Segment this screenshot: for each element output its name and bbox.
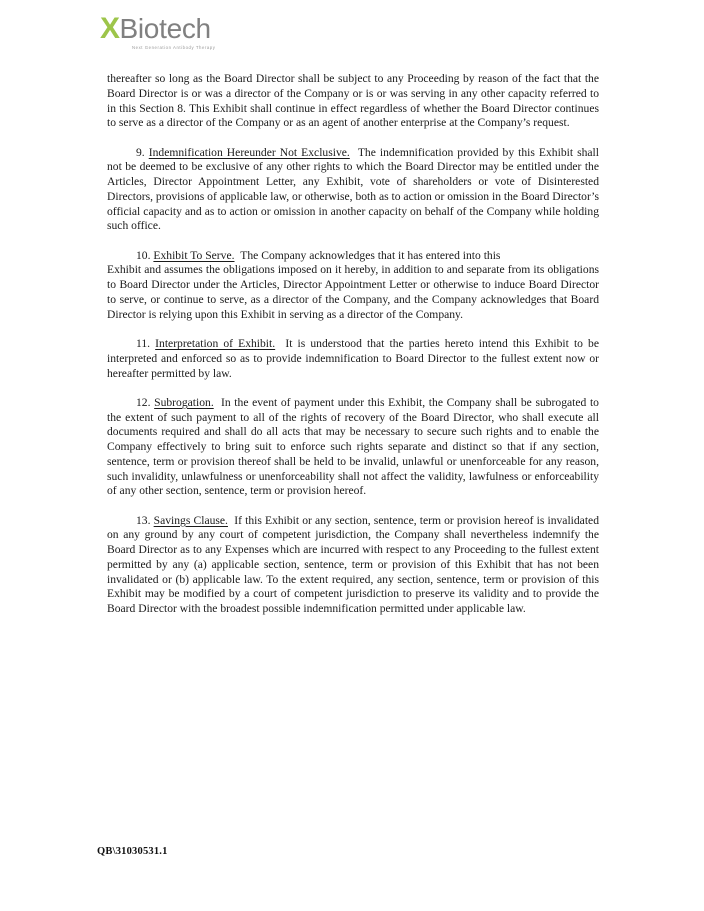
section-heading: Interpretation of Exhibit. <box>155 337 276 351</box>
section-number: 11. <box>136 337 151 351</box>
paragraph-text: It is understood that the parties hereto intend this Exhibit to be interpreted and enforced so as to provide indemnification to Board Director to the fullest extent now or hereafter permitted by law. <box>107 337 600 380</box>
paragraph-text: In the event of payment under this Exhibit, the Company shall be subrogated to the extent of such payment to all of the rights of recovery of the Board Director, who shall execute all documents required and shall do all acts that may be necessary to secure such rights and to enable the Company effectively to bring suit to enforce such rights separate and distinct so that if any section, sentence, term or provision thereof shall be held to be invalid, unlawful or unenforceable for any reason, such invalidity, unlawfulness or unenforceability shall not affect the validity, lawfulness or enforceability of any other section, sentence, term or provision hereof. <box>107 395 599 498</box>
logo-x-mark-icon: X <box>100 12 120 45</box>
paragraph-text: Exhibit and assumes the obligations imposed on it hereby, in addition to and separate from its obligations to Board Director under the Articles, Director Appointment Letter or otherwise to induce Board Director to serve, or continue to serve, as a director of the Company, and the Company acknowledges that Board Director is relying upon this Exhibit in serving as a director of the Company. <box>107 263 599 321</box>
paragraph-section-10 <box>107 249 599 323</box>
section-heading: Savings Clause. <box>153 513 228 527</box>
section-10-lead-line <box>107 249 599 264</box>
paragraph-section-11 <box>107 337 599 381</box>
document-body <box>107 72 599 617</box>
logo-wordmark <box>100 14 215 44</box>
section-heading: Subrogation. <box>154 395 214 409</box>
paragraph-section-9 <box>107 146 599 235</box>
company-logo <box>100 14 215 58</box>
paragraph-text: The indemnification provided by this Exhibit shall not be deemed to be exclusive of any other rights to which the Board Director may be entitled under the Articles, Director Appointment Letter, any Exhibit, vote of shareholders or vote of Disinterested Directors, provisions of applicable law, or otherwise, both as to action or omission in the Board Director’s official capacity and as to action or omission in another capacity on behalf of the Company while holding such office. <box>107 145 599 233</box>
logo-tagline: Next Generation Antibody Therapy <box>132 45 216 51</box>
section-heading: Exhibit To Serve. <box>153 248 235 262</box>
section-number: 13. <box>136 513 151 527</box>
logo-company-name: Biotech <box>119 13 211 44</box>
paragraph-text: If this Exhibit or any section, sentence, term or provision hereof is invalidated on any ground by any court of competent jurisdiction, the Company shall nevertheless indemnify the Board Director as to any Expenses which are incurred with respect to any Proceeding to the fullest extent permitted by any (a) applicable section, sentence, term or provision of this Exhibit that has not been invalidated or (b) applicable law. To the extent required, any section, sentence, term or provision of this Exhibit may be modified by a court of competent jurisdiction to preserve its validity and to provide the Board Director with the broadest possible indemnification permitted under applicable law. <box>107 513 599 616</box>
section-number: 10. <box>136 248 151 262</box>
paragraph-section-12 <box>107 396 599 499</box>
footer-document-reference: QB\31030531.1 <box>97 846 168 857</box>
paragraph-continuation <box>107 72 599 131</box>
section-number: 9. <box>136 145 145 159</box>
paragraph-lead-text: The Company acknowledges that it has entered into this <box>240 248 501 262</box>
paragraph-text: thereafter so long as the Board Director shall be subject to any Proceeding by reason of the fact that the Board Director is or was a director of the Company or is or was serving in any other capacity referred to in this Section 8. This Exhibit shall continue in effect regardless of whether the Board Director continues to serve as a director of the Company or as an agent of another enterprise at the Company’s request. <box>107 72 599 130</box>
section-number: 12. <box>136 395 151 409</box>
section-heading: Indemnification Hereunder Not Exclusive. <box>148 145 350 159</box>
paragraph-section-13 <box>107 514 599 617</box>
